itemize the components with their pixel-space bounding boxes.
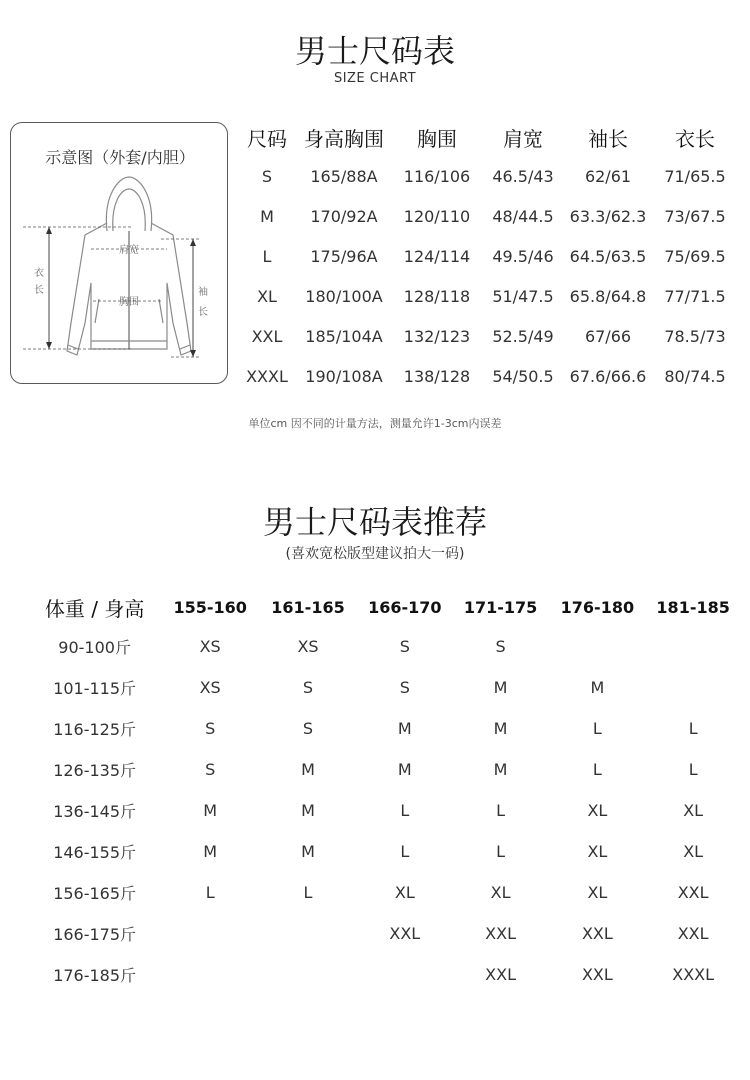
- recommend-subtitle: (喜欢宽松版型建议拍大一码): [285, 546, 465, 562]
- shoulder-mark: 肩宽: [119, 245, 139, 256]
- size-cell: M: [397, 719, 412, 738]
- header-sleeve: 袖长: [588, 126, 628, 151]
- size-chart-subtitle: SIZE CHART: [333, 71, 417, 86]
- table-cell: XL: [257, 286, 277, 306]
- header-shoulder: 肩宽: [503, 126, 543, 151]
- table-cell: XXXL: [246, 366, 288, 386]
- sleeve-mark-1: 袖: [198, 287, 208, 298]
- table-cell: M: [260, 206, 274, 226]
- size-cell: L: [496, 842, 506, 861]
- table-cell: 170/92A: [310, 206, 378, 226]
- size-cell: S: [495, 637, 506, 656]
- weight-cell: 136-145斤: [53, 802, 137, 821]
- header-height-range: 166-170: [368, 597, 442, 617]
- table-cell: 52.5/49: [492, 326, 554, 346]
- table-row: [240, 316, 740, 356]
- table-cell: 65.8/64.8: [569, 286, 647, 306]
- header-height-range: 171-175: [463, 597, 538, 617]
- table-cell: 132/123: [403, 326, 471, 346]
- weight-cell: 166-175斤: [53, 925, 137, 944]
- table-row: [240, 196, 740, 236]
- table-row: [28, 831, 740, 872]
- size-chart-header-row: [240, 118, 740, 156]
- size-cell: M: [590, 678, 605, 697]
- size-cell: XS: [297, 637, 319, 656]
- size-cell: L: [688, 719, 698, 738]
- size-cell: M: [397, 760, 412, 779]
- header-height-range: 161-165: [271, 597, 345, 617]
- size-cell: M: [301, 760, 315, 779]
- size-cell: L: [303, 883, 313, 902]
- header-size: 尺码: [247, 126, 287, 151]
- table-cell: 190/108A: [305, 366, 383, 386]
- weight-cell: 146-155斤: [53, 843, 137, 862]
- size-cell: M: [493, 678, 508, 697]
- size-cell: XXL: [389, 924, 421, 943]
- size-cell: [259, 913, 357, 954]
- header-height-chest: 身高胸围: [304, 126, 384, 151]
- table-cell: 165/88A: [310, 166, 378, 186]
- table-cell: 64.5/63.5: [569, 246, 647, 266]
- size-cell: L: [592, 760, 602, 779]
- table-row: [28, 790, 740, 831]
- size-cell: S: [399, 678, 410, 697]
- table-cell: 67.6/66.6: [569, 366, 647, 386]
- length-mark-2: 长: [34, 285, 44, 296]
- size-cell: L: [592, 719, 602, 738]
- size-cell: L: [205, 883, 215, 902]
- size-cell: L: [400, 801, 410, 820]
- header-height-range: 176-180: [560, 597, 635, 617]
- size-cell: XL: [587, 842, 608, 861]
- length-mark-1: 衣: [34, 268, 44, 279]
- size-chart-title: 男士尺码表: [294, 32, 455, 70]
- table-row: [28, 913, 740, 954]
- table-row: [28, 749, 740, 790]
- weight-cell: 101-115斤: [53, 679, 137, 698]
- table-cell: 120/110: [403, 206, 471, 226]
- table-cell: XXL: [251, 326, 283, 346]
- size-cell: XXL: [581, 924, 613, 943]
- table-cell: 175/96A: [310, 246, 378, 266]
- size-cell: S: [302, 678, 314, 697]
- table-cell: 73/67.5: [664, 206, 726, 226]
- table-cell: 116/106: [403, 166, 471, 186]
- table-cell: 49.5/46: [492, 246, 554, 266]
- size-cell: XL: [394, 883, 415, 902]
- size-cell: XS: [199, 678, 221, 697]
- size-cell: [548, 626, 646, 667]
- recommend-header-row: [28, 588, 740, 626]
- table-cell: 67/66: [584, 326, 632, 346]
- weight-cell: 90-100斤: [58, 638, 131, 657]
- table-row: [28, 626, 740, 667]
- size-cell: M: [301, 801, 315, 820]
- size-cell: XL: [490, 883, 511, 902]
- table-cell: 62/61: [584, 166, 632, 186]
- table-cell: S: [261, 166, 273, 186]
- jacket-illustration: [11, 123, 229, 385]
- table-cell: L: [262, 246, 272, 266]
- jacket-diagram: [10, 122, 228, 384]
- table-cell: 46.5/43: [492, 166, 554, 186]
- table-cell: 75/69.5: [664, 246, 726, 266]
- size-cell: M: [493, 719, 508, 738]
- size-cell: S: [302, 719, 314, 738]
- table-cell: 48/44.5: [492, 206, 554, 226]
- size-cell: M: [301, 842, 315, 861]
- table-row: [240, 236, 740, 276]
- table-row: [240, 356, 740, 396]
- chest-mark: 胸围: [119, 297, 139, 308]
- table-cell: 78.5/73: [664, 326, 726, 346]
- size-cell: XXL: [677, 924, 709, 943]
- sleeve-mark-2: 长: [198, 307, 208, 318]
- header-weight-height: 体重 / 身高: [44, 596, 145, 621]
- size-cell: [646, 667, 740, 708]
- size-cell: L: [688, 760, 698, 779]
- table-cell: 180/100A: [305, 286, 383, 306]
- recommend-table: [28, 588, 740, 995]
- size-cell: XXL: [581, 965, 613, 984]
- table-cell: 185/104A: [305, 326, 383, 346]
- size-cell: S: [205, 760, 216, 779]
- size-cell: S: [205, 719, 216, 738]
- size-cell: [259, 954, 357, 995]
- size-cell: XL: [587, 883, 608, 902]
- size-cell: XXL: [485, 924, 516, 943]
- table-cell: 128/118: [403, 286, 471, 306]
- header-height-range: 155-160: [173, 597, 247, 617]
- table-cell: 51/47.5: [492, 286, 554, 306]
- size-cell: [646, 626, 740, 667]
- table-cell: 80/74.5: [664, 366, 726, 386]
- size-cell: [161, 954, 259, 995]
- size-cell: XL: [587, 801, 608, 820]
- table-row: [240, 276, 740, 316]
- size-cell: XXXL: [672, 965, 715, 984]
- table-row: [28, 954, 740, 995]
- size-cell: XS: [199, 637, 221, 656]
- size-cell: M: [203, 801, 218, 820]
- size-cell: XXL: [485, 965, 516, 984]
- size-cell: [357, 954, 453, 995]
- table-row: [28, 667, 740, 708]
- size-cell: L: [400, 842, 410, 861]
- table-row: [28, 708, 740, 749]
- weight-cell: 176-185斤: [53, 966, 137, 985]
- header-length: 衣长: [675, 126, 715, 151]
- weight-cell: 126-135斤: [53, 761, 137, 780]
- size-cell: L: [496, 801, 506, 820]
- table-cell: 124/114: [403, 246, 471, 266]
- table-cell: 71/65.5: [664, 166, 726, 186]
- table-cell: 54/50.5: [492, 366, 554, 386]
- size-cell: M: [493, 760, 508, 779]
- size-cell: XL: [683, 842, 704, 861]
- size-chart-table: [240, 118, 740, 396]
- header-height-range: 181-185: [656, 597, 730, 617]
- table-cell: 138/128: [403, 366, 471, 386]
- weight-cell: 156-165斤: [53, 884, 137, 903]
- size-cell: [161, 913, 259, 954]
- table-row: [240, 156, 740, 196]
- size-cell: XL: [683, 801, 704, 820]
- measurement-note: 单位cm 因不同的计量方法，测量允许1-3cm内误差: [248, 417, 502, 430]
- table-cell: 63.3/62.3: [569, 206, 647, 226]
- table-row: [28, 872, 740, 913]
- size-cell: S: [399, 637, 410, 656]
- weight-cell: 116-125斤: [53, 720, 137, 739]
- size-cell: M: [203, 842, 218, 861]
- header-chest: 胸围: [417, 126, 457, 151]
- size-cell: XXL: [677, 883, 709, 902]
- diagram-label: 示意图（外套/内胆）: [45, 148, 195, 167]
- recommend-title: 男士尺码表推荐: [262, 503, 487, 541]
- table-cell: 77/71.5: [664, 286, 726, 306]
